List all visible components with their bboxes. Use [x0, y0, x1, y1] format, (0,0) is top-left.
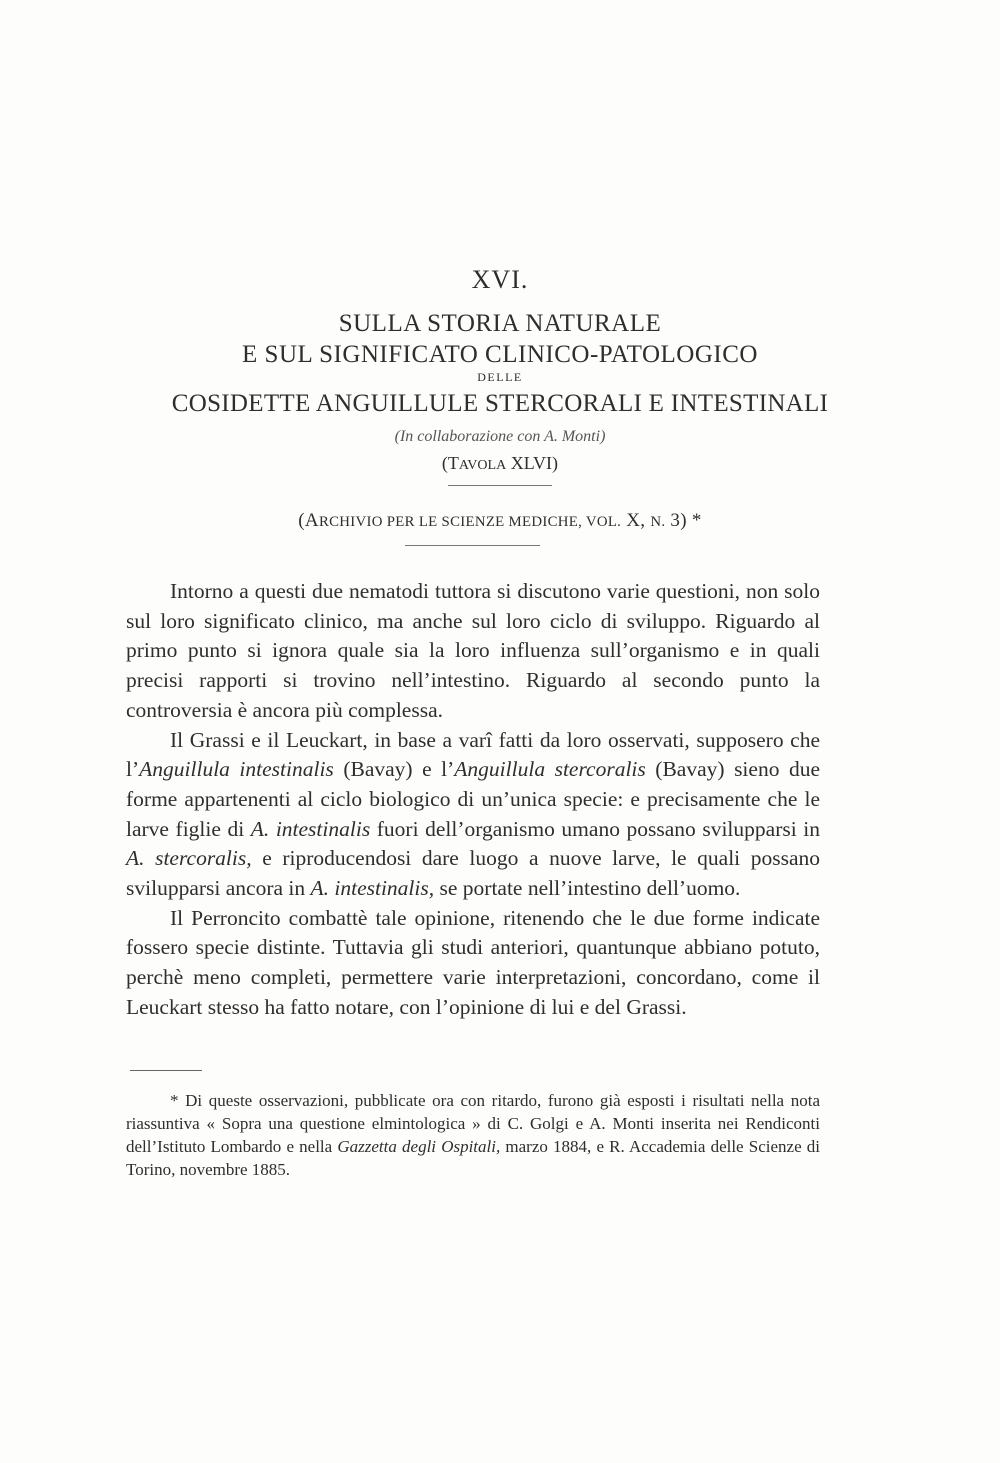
- title-line-2: E SUL SIGNIFICATO CLINICO-PATOLOGICO: [242, 341, 758, 368]
- plate-ref-word: AVOLA: [458, 457, 507, 473]
- citation-volume: X,: [621, 510, 651, 531]
- body-text: [126, 577, 820, 1023]
- plate-ref-open: (T: [441, 453, 459, 473]
- footnote-rule: [130, 1070, 202, 1071]
- text-run: fuori dell’organismo umano possano svilupparsi in: [370, 816, 820, 841]
- text-run: (Bavay) sieno due forme appartenenti al ciclo biologico di un’unica specie: e precisamente che le larve figlie di: [126, 757, 821, 841]
- divider-rule: [448, 485, 552, 486]
- footnote-text: marzo 1884, e R. Accademia delle Scienze di Torino, novembre 1885.: [126, 1137, 821, 1179]
- footnote-paragraph: [126, 1089, 820, 1181]
- paragraph-1: Intorno a questi due nematodi tuttora si discutono varie questioni, non solo sul loro significato clinico, ma anche sul loro ciclo di sviluppo. Riguardo al primo punto si ignora quale sia la loro influenza sull’organismo e in quali precisi rapporti si trovino nell’intestino. Riguardo al secondo punto la controversia è ancora più complessa.: [126, 579, 820, 722]
- text-run: e riproducendosi dare luogo a nuove larve, le quali possano svilupparsi ancora in: [126, 846, 820, 901]
- collaboration-note: (In collaborazione con A. Monti): [394, 428, 606, 445]
- title-line-3: COSIDETTE ANGUILLULE STERCORALI E INTESTINALI: [171, 390, 829, 417]
- paragraph-3: Il Perroncito combattè tale opinione, ritenendo che le due forme indicate fossero specie distinte. Tuttavia gli studi anteriori, quantunque abbiano potuto, perchè meno completi, permettere varie interpretazioni, concordano, come il Leuckart stesso ha fatto notare, con l’opinione di lui e del Grassi.: [126, 905, 820, 1019]
- species-name: Anguillula stercoralis: [454, 757, 646, 782]
- citation-number-label: N.: [650, 514, 666, 530]
- species-name: A. intestinalis,: [310, 876, 435, 901]
- source-citation: [0, 510, 1000, 532]
- text-run: se portate nell’intestino dell’uomo.: [434, 876, 741, 901]
- species-name: A. stercoralis,: [126, 846, 252, 871]
- text-run: Il Grassi e il Leuckart, in base a varî fatti da loro osservati, supposero che l’: [126, 727, 820, 782]
- citation-journal: RCHIVIO PER LE SCIENZE MEDICHE, VOL.: [318, 514, 622, 530]
- divider-rule: [405, 545, 540, 546]
- title-connector: DELLE: [477, 370, 523, 384]
- footnote-journal: Gazzetta degli Ospitali,: [337, 1137, 501, 1156]
- species-name: Anguillula intestinalis: [139, 757, 334, 782]
- chapter-numeral: XVI.: [471, 265, 529, 294]
- citation-open: (A: [298, 510, 319, 531]
- plate-reference: [0, 453, 1000, 474]
- species-name: A. intestinalis: [250, 816, 371, 841]
- title-line-1: SULLA STORIA NATURALE: [338, 310, 662, 337]
- citation-number: 3) *: [665, 510, 702, 531]
- paragraph-2: [126, 726, 820, 904]
- footnote: [126, 1089, 820, 1181]
- plate-ref-number: XLVI): [506, 453, 559, 473]
- footnote-text: * Di queste osservazioni, pubblicate ora con ritardo, furono già esposti i risultati nella nota riassuntiva « Sopra una questione elmintologica » di C. Golgi e A. Monti inserita nei Rendiconti dell’Istituto Lombardo e nella: [126, 1091, 820, 1156]
- text-run: (Bavay) e l’: [333, 757, 455, 782]
